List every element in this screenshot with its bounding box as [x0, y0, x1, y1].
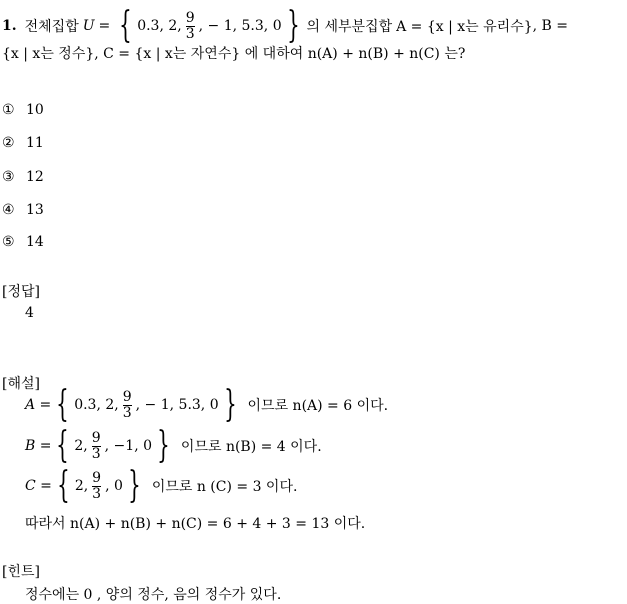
choice-mark: ③ [2, 169, 15, 185]
set-elements-left: 2, [74, 478, 89, 494]
question-line-1 [2, 5, 569, 46]
question-line-2: {x | x는 정수}, C = {x | x는 자연수} 에 대하여 n(A) + n(B) + n(C) 는? [2, 46, 466, 62]
set-elements-right: , − 1, 5.3, 0 [198, 18, 282, 34]
hint-label: [힌트] [2, 564, 40, 580]
open-brace: { [119, 5, 133, 46]
choice-value: 12 [26, 169, 44, 185]
close-brace: } [286, 5, 300, 46]
close-brace: } [157, 425, 170, 466]
explanation-label: [해설] [2, 376, 40, 392]
question-tail: , B = [532, 18, 569, 34]
equals-sign: = [98, 18, 111, 34]
fraction-denominator: 3 [185, 25, 195, 42]
fraction-denominator: 3 [92, 485, 102, 502]
fraction-numerator: 9 [91, 429, 101, 446]
explanation-tail: 이므로 n (C) = 3 이다. [151, 479, 298, 495]
choice-value: 10 [26, 102, 44, 118]
set-lhs: C = [25, 478, 52, 494]
choice-mark: ① [2, 102, 15, 118]
fraction-denominator: 3 [122, 404, 132, 421]
question-mid: 의 세부분집합 [306, 19, 393, 35]
set-elements-left: 0.3, 2, [137, 18, 182, 34]
close-brace: } [223, 384, 237, 425]
close-brace: } [128, 465, 141, 506]
open-brace: { [56, 384, 70, 425]
choice-value: 13 [26, 202, 44, 218]
choice-value: 14 [26, 234, 44, 250]
choice-mark: ④ [2, 202, 15, 218]
explanation-line-B [25, 425, 322, 466]
explanation-line-A [25, 384, 389, 425]
set-elements-right: , 0 [105, 478, 123, 494]
set-elements-right: , −1, 0 [104, 438, 153, 454]
fraction [92, 471, 101, 502]
choice-1[interactable] [2, 102, 44, 118]
open-brace: { [56, 425, 70, 466]
fraction [123, 390, 132, 421]
fraction-numerator: 9 [92, 469, 102, 486]
fraction [92, 431, 101, 462]
explanation-tail: 이므로 n(A) = 6 이다. [247, 398, 389, 414]
universal-set-symbol: U [82, 18, 95, 34]
question-number: 1. [2, 18, 17, 34]
answer-label: [정답] [2, 284, 40, 300]
fraction-denominator: 3 [91, 445, 101, 462]
fraction [186, 11, 195, 42]
open-brace: { [57, 465, 70, 506]
set-elements-left: 0.3, 2, [74, 397, 119, 413]
fraction-numerator: 9 [122, 388, 132, 405]
choice-value: 11 [26, 135, 44, 151]
choice-mark: ⑤ [2, 234, 15, 250]
explanation-summary: 따라서 n(A) + n(B) + n(C) = 6 + 4 + 3 = 13 이다. [25, 516, 366, 532]
choice-4[interactable] [2, 202, 44, 218]
set-lhs: B = [25, 438, 52, 454]
fraction-numerator: 9 [185, 9, 195, 26]
set-lhs: A = [25, 397, 52, 413]
choice-mark: ② [2, 135, 15, 151]
set-elements-left: 2, [74, 438, 88, 454]
choice-3[interactable] [2, 169, 44, 185]
explanation-line-C [25, 465, 298, 506]
hint-text: 정수에는 0 , 양의 정수, 음의 정수가 있다. [25, 587, 282, 603]
set-elements-right: , − 1, 5.3, 0 [135, 397, 219, 413]
choice-2[interactable] [2, 135, 44, 151]
explanation-tail: 이므로 n(B) = 4 이다. [180, 439, 322, 455]
question-lead: 전체집합 [24, 19, 79, 35]
set-A-definition: A = {x | x는 유리수} [396, 19, 533, 35]
choice-5[interactable] [2, 234, 44, 250]
answer-value: 4 [25, 305, 34, 321]
